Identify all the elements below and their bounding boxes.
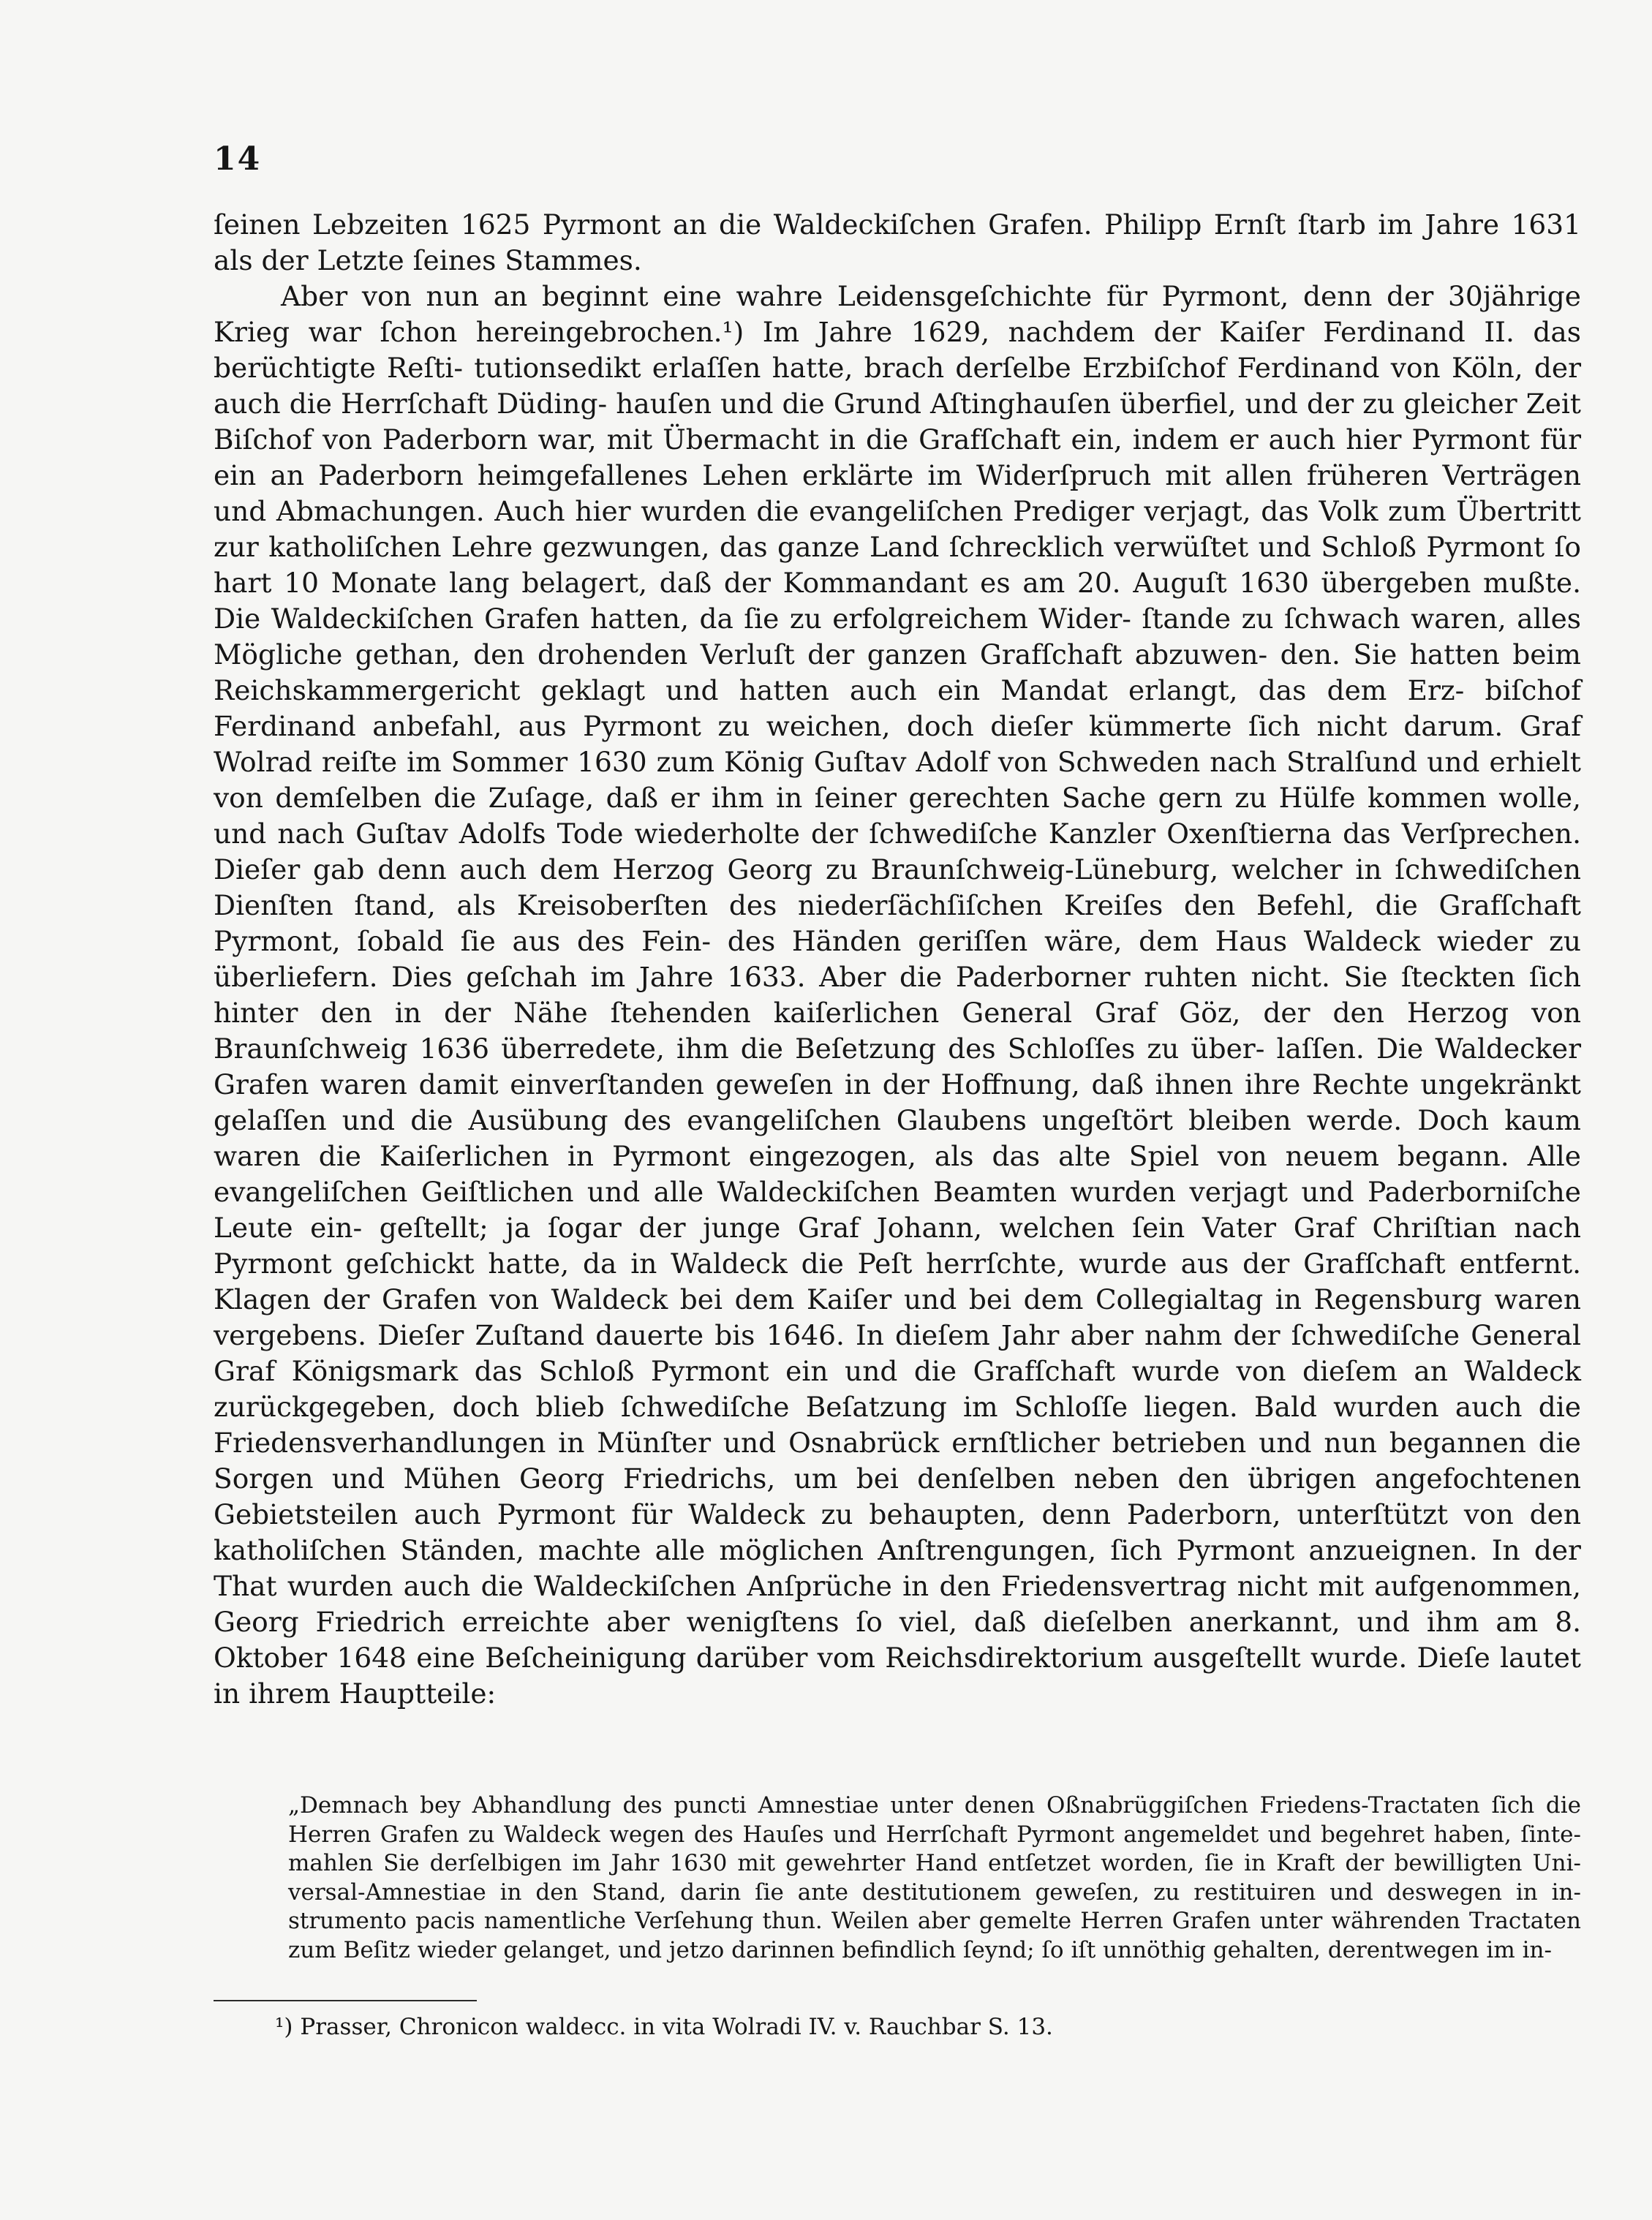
body-text — [214, 207, 1581, 1712]
footnote-divider — [214, 2000, 477, 2001]
paragraph-2: Aber von nun an beginnt eine wahre Leidensgeſchichte für Pyrmont, denn der 30jährige Krieg war ſchon hereingebrochen.¹) Im Jahre 1629, nachdem der Kaiſer Ferdinand II. das berüchtigte Reſti- tutionsedikt erlaſſen hatte, brach derſelbe Erzbiſchof Ferdinand von Köln, der auch die Herrſchaft Düding- hauſen und die Grund Aſtinghauſen überfiel, und der zu gleicher Zeit Biſchof von Paderborn war, mit Übermacht in die Grafſchaft ein, indem er auch hier Pyrmont für ein an Paderborn heimgefallenes Lehen erklärte im Widerſpruch mit allen früheren Verträgen und Abmachungen. Auch hier wurden die evangeliſchen Prediger verjagt, das Volk zum Übertritt zur katholiſchen Lehre gezwungen, das ganze Land ſchrecklich verwüſtet und Schloß Pyrmont ſo hart 10 Monate lang belagert, daß der Kommandant es am 20. Auguſt 1630 übergeben mußte. Die Waldeckiſchen Grafen hatten, da ſie zu erfolgreichem Wider- ſtande zu ſchwach waren, alles Mögliche gethan, den drohenden Verluſt der ganzen Grafſchaft abzuwen- den. Sie hatten beim Reichskammergericht geklagt und hatten auch ein Mandat erlangt, das dem Erz- biſchof Ferdinand anbefahl, aus Pyrmont zu weichen, doch dieſer kümmerte ſich nicht darum. Graf Wolrad reiſte im Sommer 1630 zum König Guſtav Adolf von Schweden nach Stralſund und erhielt von demſelben die Zuſage, daß er ihm in ſeiner gerechten Sache gern zu Hülfe kommen wolle, und nach Guſtav Adolfs Tode wiederholte der ſchwediſche Kanzler Oxenſtierna das Verſprechen. Dieſer gab denn auch dem Herzog Georg zu Braunſchweig-Lüneburg, welcher in ſchwediſchen Dienſten ſtand, als Kreisoberſten des niederſächſiſchen Kreiſes den Befehl, die Grafſchaft Pyrmont, ſobald ſie aus des Fein- des Händen geriſſen wäre, dem Haus Waldeck wieder zu überliefern. Dies geſchah im Jahre 1633. Aber die Paderborner ruhten nicht. Sie ſteckten ſich hinter den in der Nähe ſtehenden kaiſerlichen General Graf Göz, der den Herzog von Braunſchweig 1636 überredete, ihm die Beſetzung des Schloſſes zu über- laſſen. Die Waldecker Grafen waren damit einverſtanden geweſen in der Hoffnung, daß ihnen ihre Rechte ungekränkt gelaſſen und die Ausübung des evangeliſchen Glaubens ungeſtört bleiben werde. Doch kaum waren die Kaiſerlichen in Pyrmont eingezogen, als das alte Spiel von neuem begann. Alle evangeliſchen Geiſtlichen und alle Waldeckiſchen Beamten wurden verjagt und Paderborniſche Leute ein- geſtellt; ja ſogar der junge Graf Johann, welchen ſein Vater Graf Chriſtian nach Pyrmont geſchickt hatte, da in Waldeck die Peſt herrſchte, wurde aus der Grafſchaft entfernt. Klagen der Grafen von Waldeck bei dem Kaiſer und bei dem Collegialtag in Regensburg waren vergebens. Dieſer Zuſtand dauerte bis 1646. In dieſem Jahr aber nahm der ſchwediſche General Graf Königsmark das Schloß Pyrmont ein und die Grafſchaft wurde von dieſem an Waldeck zurückgegeben, doch blieb ſchwediſche Beſatzung im Schloſſe liegen. Bald wurden auch die Friedensverhandlungen in Münſter und Osnabrück ernſtlicher betrieben und nun begannen die Sorgen und Mühen Georg Friedrichs, um bei denſelben neben den übrigen angefochtenen Gebietsteilen auch Pyrmont für Waldeck zu behaupten, denn Paderborn, unterſtützt von den katholiſchen Ständen, machte alle möglichen Anſtrengungen, ſich Pyrmont anzueignen. In der That wurden auch die Waldeckiſchen Anſprüche in den Friedensvertrag nicht mit aufgenommen, Georg Friedrich erreichte aber wenigſtens ſo viel, daß dieſelben anerkannt, und ihm am 8. Oktober 1648 eine Beſcheinigung darüber vom Reichsdirektorium ausgeſtellt wurde. Dieſe lautet in ihrem Hauptteile: — [214, 280, 1581, 1710]
paragraph-1: ſeinen Lebzeiten 1625 Pyrmont an die Waldeckiſchen Grafen. Philipp Ernſt ſtarb im Jahre 1631 als der Letzte ſeines Stammes. — [214, 208, 1581, 276]
footnote: ¹) Prasser, Chronicon waldecc. in vita Wolradi IV. v. Rauchbar S. 13. — [275, 2014, 1053, 2040]
quotation-block — [214, 1792, 1581, 1965]
quotation-text: „Demnach bey Abhandlung des puncti Amnestiae unter denen Oßnabrüggiſchen Friedens-Tractaten ſich die Herren Grafen zu Waldeck wegen des Hauſes und Herrſchaft Pyrmont angemeldet und begehret haben, ſinte- mahlen Sie derſelbigen im Jahr 1630 mit gewehrter Hand entſetzet worden, ſie in Kraft der bewilligten Uni- versal-Amnestiae in den Stand, darin ſie ante destitutionem geweſen, zu restituiren und deswegen in in- strumento pacis namentliche Verſehung thun. Weilen aber gemelte Herren Grafen unter währenden Tractaten zum Beſitz wieder gelanget, und jetzo darinnen befindlich ſeynd; ſo iſt unnöthig gehalten, derentwegen im in- — [288, 1792, 1581, 1963]
page-number: 14 — [214, 140, 262, 178]
